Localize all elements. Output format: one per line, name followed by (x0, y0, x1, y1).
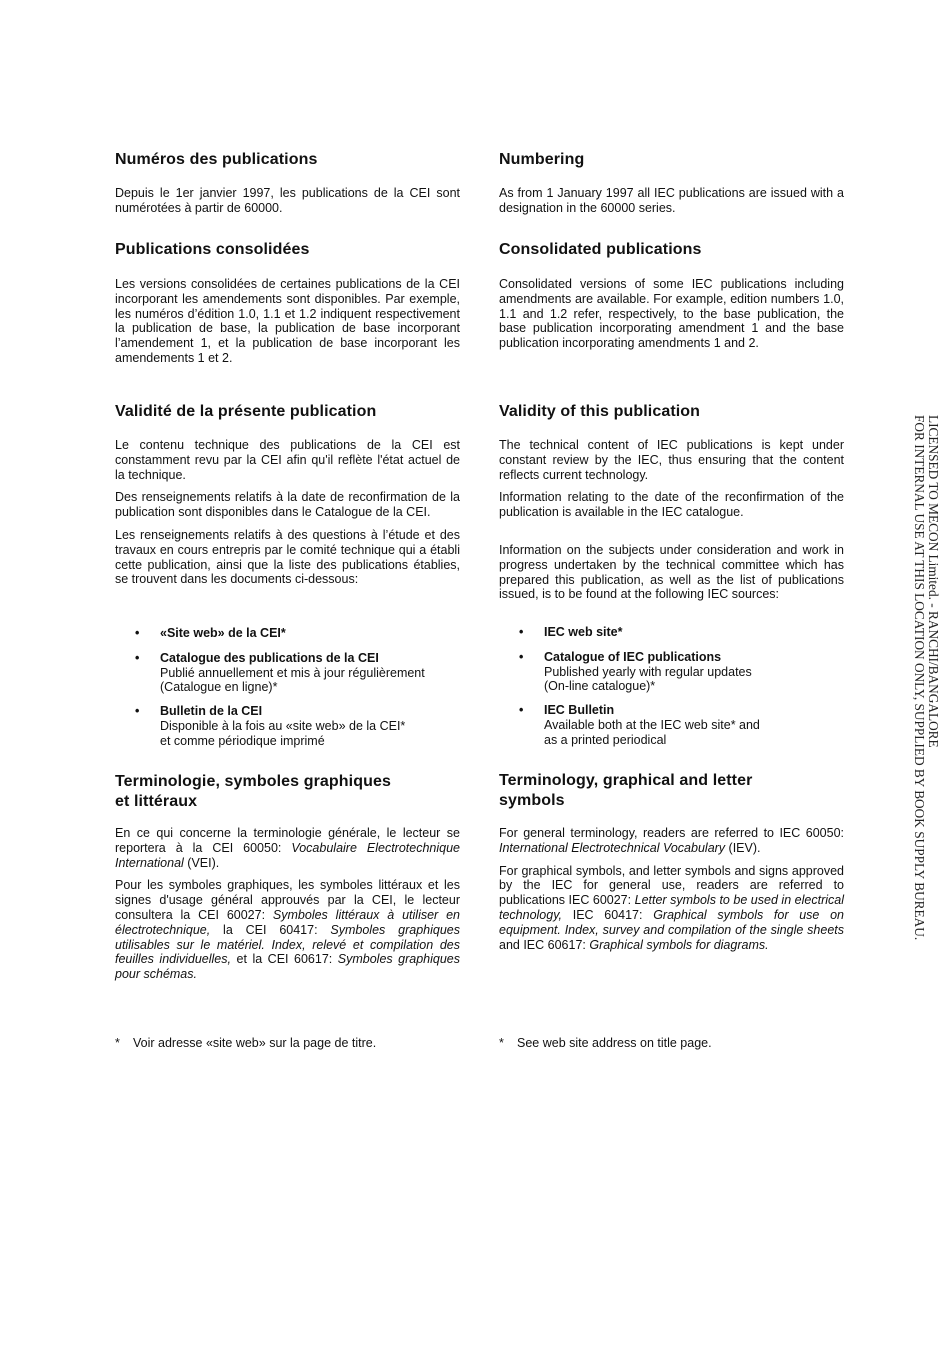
paragraph: Consolidated versions of some IEC publications including amendments are available. For example, edition numbers 1.0, 1.1 and 1.2 refer, respectively, to the base publication, the base publication incorporating amendment 1 and the base publication incorporating amendments 1 and 2. (499, 277, 844, 351)
validity-section-fr (115, 402, 460, 587)
paragraph: As from 1 January 1997 all IEC publications are issued with a designation in the 60000 series. (499, 186, 844, 215)
paragraph: Depuis le 1er janvier 1997, les publications de la CEI sont numérotées à partir de 60000. (115, 186, 460, 215)
numbering-section-en (499, 150, 844, 216)
terminology-section-en (499, 771, 844, 952)
footnote-fr: * Voir adresse «site web» sur la page de titre. (115, 1036, 377, 1050)
paragraph: Des renseignements relatifs à la date de reconfirmation de la publication sont disponibles dans le Catalogue de la CEI. (115, 490, 460, 520)
list-item: • IEC Bulletin Available both at the IEC web site* and as a printed periodical (499, 703, 844, 747)
list-item: • IEC web site* (499, 625, 844, 640)
license-line-2: FOR INTERNAL USE AT THIS LOCATION ONLY, SUPPLIED BY BOOK SUPPLY BUREAU. (912, 415, 927, 941)
section-title: Terminology, graphical and letter symbols (499, 772, 753, 809)
section-title: Numéros des publications (115, 151, 318, 168)
section-title: Validité de la présente publication (115, 403, 377, 420)
license-stamp (905, 415, 945, 941)
paragraph: Les renseignements relatifs à des questions à l’étude et des travaux en cours entrepris par le comité technique qui a établi cette publication, ainsi que la liste des publications établies, se trouvent dans les documents ci-dessous: (115, 527, 460, 587)
paragraph: The technical content of IEC publications is kept under constant review by the IEC, thus ensuring that the content reflects current technology. (499, 438, 844, 482)
paragraph: Le contenu technique des publications de la CEI est constamment revu par la CEI afin qu'il reflète l'état actuel de la technique. (115, 438, 460, 482)
paragraph: En ce qui concerne la terminologie générale, le lecteur se reportera à la CEI 60050: Vocabulaire Electrotechnique International (VEI). (115, 826, 461, 870)
paragraph: For graphical symbols, and letter symbols and signs approved by the IEC for general use, readers are referred to publications IEC 60027: Letter symbols to be used in electrical technology, IEC 60417: Graphical symbols for use on equipment. Index, survey and compilation of the single sheets and IEC 60617: Graphical symbols for diagrams. (499, 863, 844, 952)
footnote-en: * See web site address on title page. (499, 1036, 712, 1050)
list-item: • Catalogue of IEC publications Published yearly with regular updates (On-line catalogue)* (499, 650, 844, 694)
paragraph: Pour les symboles graphiques, les symboles littéraux et les signes d'usage général approuvés par la CEI, le lecteur consultera la CEI 60027: Symboles littéraux à utiliser en électrotechnique, la CEI 60417: Symboles graphiques utilisables sur le matériel. Index, relevé et compilation des feuilles individuelles, et la CEI 60617: Symboles graphiques pour schémas. (115, 878, 461, 982)
paragraph: Information relating to the date of the reconfirmation of the publication is available in the IEC catalogue. (499, 490, 844, 520)
list-item: • Bulletin de la CEI Disponible à la fois au «site web» de la CEI* et comme périodique imprimé (115, 704, 460, 748)
consolidated-section-en (499, 240, 844, 351)
list-item: • Catalogue des publications de la CEI Publié annuellement et mis à jour régulièrement (Catalogue en ligne)* (115, 651, 460, 695)
numbering-section-fr (115, 150, 460, 216)
paragraph: Information on the subjects under consideration and work in progress undertaken by the technical committee which has prepared this publication, as well as the list of publications issued, is to be found at the following IEC sources: (499, 542, 844, 602)
sources-list-fr (115, 626, 460, 749)
section-title: Validity of this publication (499, 403, 701, 420)
list-item: • «Site web» de la CEI* (115, 626, 460, 641)
terminology-section-fr (115, 772, 460, 982)
paragraph: For general terminology, readers are referred to IEC 60050: International Electrotechnical Vocabulary (IEV). (499, 826, 844, 855)
section-title: Publications consolidées (115, 241, 310, 258)
validity-section-en (499, 402, 844, 602)
section-title: Terminologie, symboles graphiques et littéraux (115, 773, 391, 810)
paragraph: Les versions consolidées de certaines publications de la CEI incorporant les amendements sont disponibles. Par exemple, les numéros d’édition 1.0, 1.1 et 1.2 indiquent respectivement la publication de base, la publication de base incorporant l’amendement 1, et la publication de base incorporant les amendements 1 et 2. (115, 277, 460, 365)
section-title: Numbering (499, 151, 585, 168)
sources-list-en (499, 625, 844, 748)
section-title: Consolidated publications (499, 241, 702, 258)
consolidated-section-fr (115, 240, 460, 366)
license-line-1: LICENSED TO MECON Limited. - RANCHI/BANGALORE (926, 415, 941, 748)
